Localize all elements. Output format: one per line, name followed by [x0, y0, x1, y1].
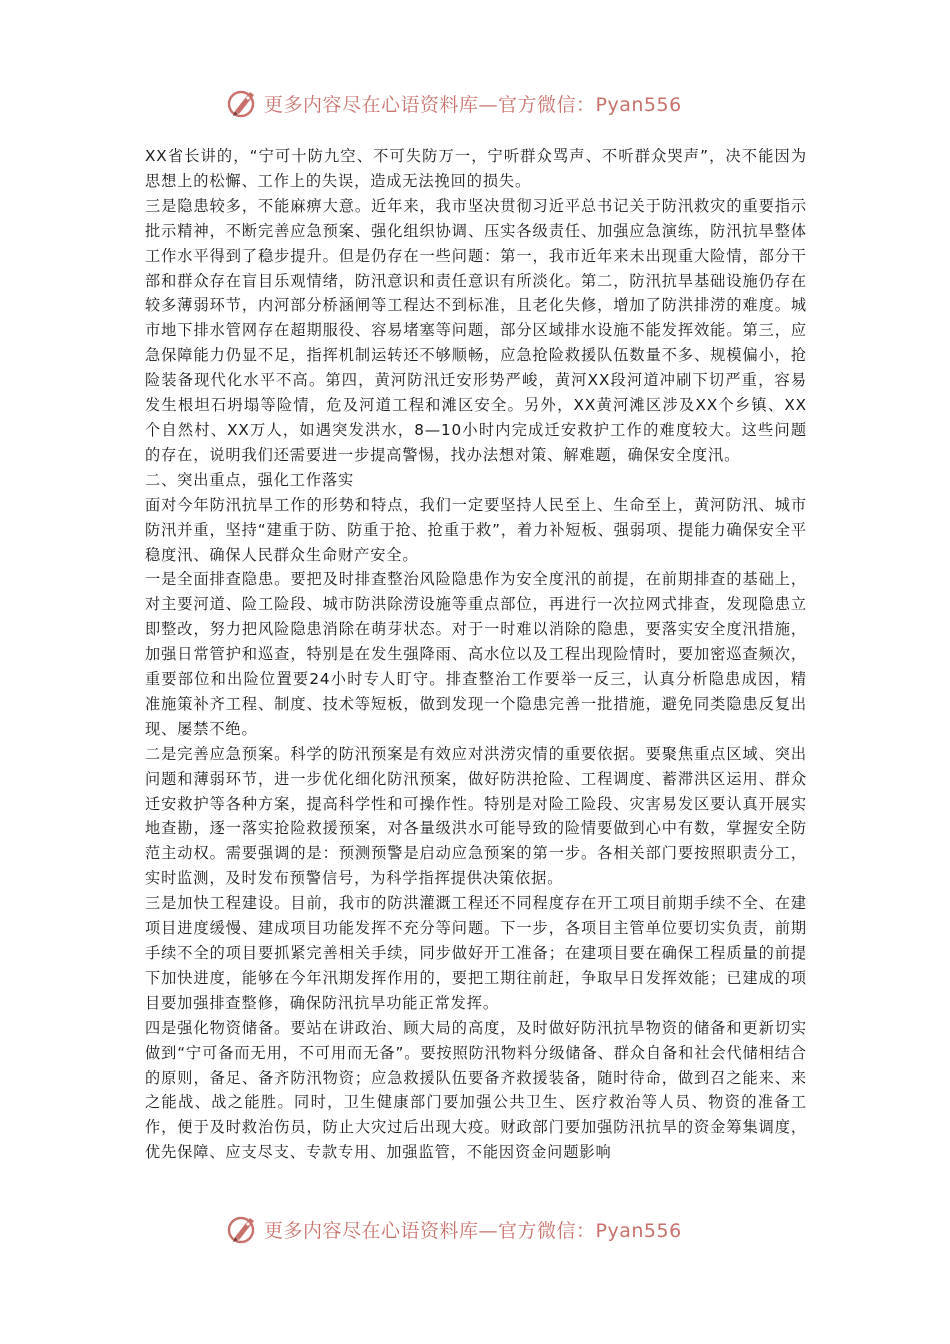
header-banner	[226, 86, 746, 120]
paragraph: 二是完善应急预案。科学的防汛预案是有效应对洪涝灾情的重要依据。要聚焦重点区域、突出问题和薄弱环节，进一步优化细化防汛预案，做好防洪抢险、工程调度、蓄滞洪区运用、群众迁安救护等各种方案，提高科学性和可操作性。特别是对险工险段、灾害易发区要认真开展实地查勘，逐一落实抢险救援预案，对各量级洪水可能导致的险情要做到心中有数，掌握安全防范主动权。需要强调的是：预测预警是启动应急预案的第一步。各相关部门要按照职责分工，实时监测，及时发布预警信号，为科学指挥提供决策依据。	[145, 744, 807, 888]
paragraph: 三是隐患较多，不能麻痹大意。近年来，我市坚决贯彻习近平总书记关于防汛救灾的重要指示批示精神，不断完善应急预案、强化组织协调、压实各级责任、加强应急演练，防汛抗旱整体工作水平得到了稳步提升。但是仍存在一些问题：第一，我市近年来未出现重大险情，部分干部和群众存在盲目乐观情绪，防汛意识和责任意识有所淡化。第二，防汛抗旱基础设施仍存在较多薄弱环节，内河部分桥涵闸等工程达不到标准，且老化失修，增加了防洪排涝的难度。城市地下排水管网存在超期服役、容易堵塞等问题，部分区域排水设施不能发挥效能。第三，应急保障能力仍显不足，指挥机制运转还不够顺畅，应急抢险救援队伍数量不多、规模偏小，抢险装备现代化水平不高。第四，黄河防汛迁安形势严峻，黄河XX段河道冲刷下切严重，容易发生根坦石坍塌等险情，危及河道工程和滩区安全。另外，XX黄河滩区涉及XX个乡镇、XX个自然村、XX万人，如遇突发洪水，8—10小时内完成迁安救护工作的难度较大。这些问题的存在，说明我们还需要进一步提高警惕，找办法想对策、解难题，确保安全度汛。	[145, 196, 807, 464]
paragraph: 一是全面排查隐患。要把及时排查整治风险隐患作为安全度汛的前提，在前期排查的基础上，对主要河道、险工险段、城市防洪除涝设施等重点部位，再进行一次拉网式排查，发现隐患立即整改，努力把风险隐患消除在萌芽状态。对于一时难以消除的隐患，要落实安全度汛措施，加强日常管护和巡查，特别是在发生强降雨、高水位以及工程出现险情时，要加密巡查频次，重要部位和出险位置要24小时专人盯守。排查整治工作要举一反三，认真分析隐患成因，精准施策补齐工程、制度、技术等短板，做到发现一个隐患完善一批措施，避免同类隐患反复出现、屡禁不绝。	[145, 570, 807, 738]
header-wechat-id: Pyan556	[595, 93, 682, 116]
footer-wechat-id: Pyan556	[595, 1219, 682, 1242]
footer-slogan: 更多内容尽在心语资料库—官方微信：	[264, 1219, 596, 1242]
paragraph: 面对今年防汛抗旱工作的形势和特点，我们一定要坚持人民至上、生命至上，黄河防汛、城市防汛并重，坚持“建重于防、防重于抢、抢重于救”，着力补短板、强弱项、提能力确保安全平稳度汛、确保人民群众生命财产安全。	[145, 495, 807, 564]
footer-text	[264, 1216, 682, 1243]
paragraph: 四是强化物资储备。要站在讲政治、顾大局的高度，及时做好防汛抗旱物资的储备和更新切实做到“宁可备而无用，不可用而无备”。要按照防汛物料分级储备、群众自备和社会代储相结合的原则，备足、备齐防汛物资；应急救援队伍要备齐救援装备，随时待命，做到召之能来、来之能战、战之能胜。同时，卫生健康部门要加强公共卫生、医疗救治等人员、物资的准备工作，便于及时救治伤员，防止大灾过后出现大疫。财政部门要加强防汛抗旱的资金筹集调度，优先保障、应支尽支、专款专用、加强监管，不能因资金问题影响	[145, 1018, 807, 1162]
header-text	[264, 90, 682, 117]
footer-banner	[226, 1212, 746, 1246]
pen-logo-icon	[226, 1212, 260, 1246]
paragraph: XX省长讲的，“宁可十防九空、不可失防万一，宁听群众骂声、不听群众哭声”，决不能因为思想上的松懈、工作上的失误，造成无法挽回的损失。	[145, 147, 807, 190]
document-body	[145, 144, 807, 1165]
pen-logo-icon	[226, 86, 260, 120]
section-heading: 二、突出重点，强化工作落实	[145, 470, 355, 489]
paragraph: 三是加快工程建设。目前，我市的防洪灌溉工程还不同程度存在开工项目前期手续不全、在建项目进度缓慢、建成项目功能发挥不充分等问题。下一步，各项目主管单位要切实负责，前期手续不全的项目要抓紧完善相关手续，同步做好开工准备；在建项目要在确保工程质量的前提下加快进度，能够在今年汛期发挥作用的，要把工期往前赶，争取早日发挥效能；已建成的项目要加强排查整修，确保防汛抗旱功能正常发挥。	[145, 894, 807, 1012]
header-slogan: 更多内容尽在心语资料库—官方微信：	[264, 93, 596, 116]
